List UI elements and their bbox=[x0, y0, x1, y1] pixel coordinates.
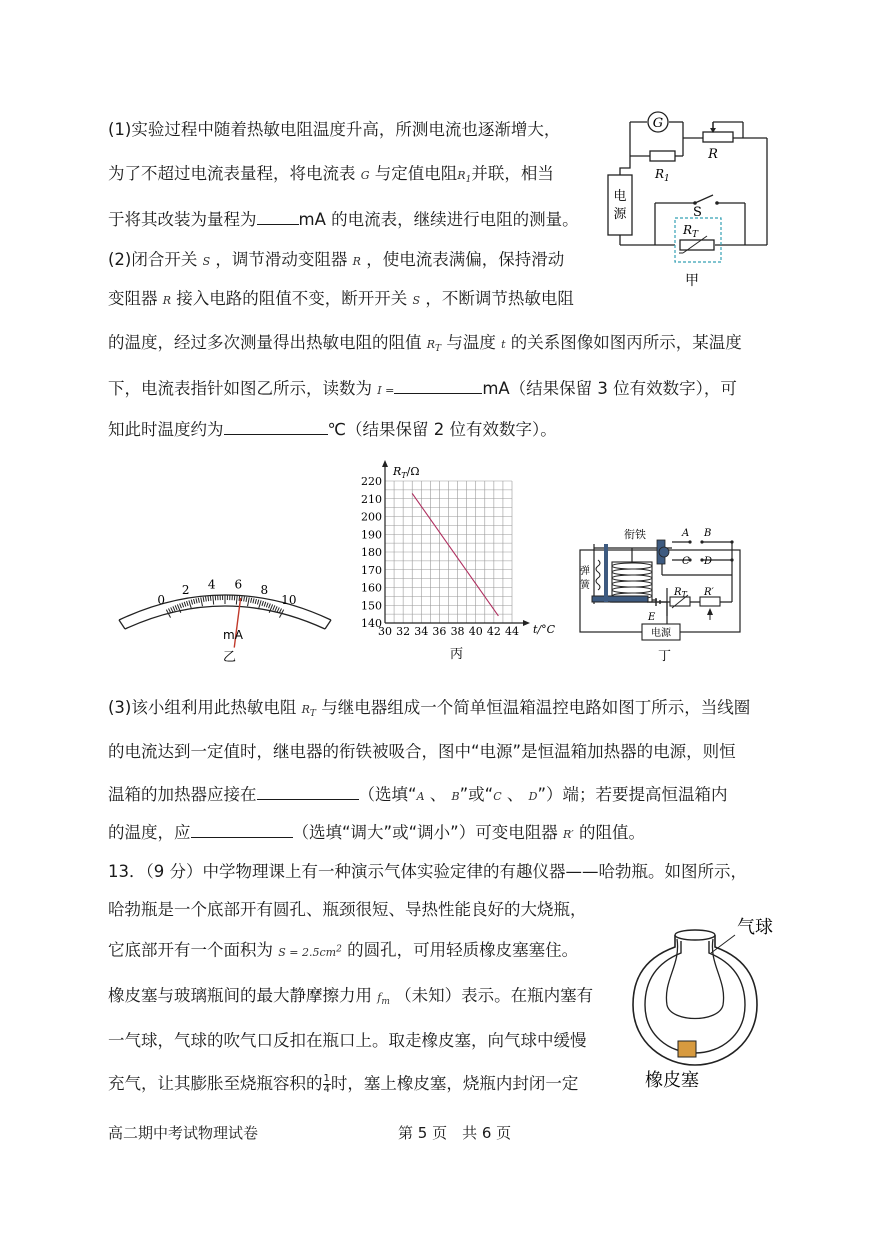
temperature-blank bbox=[224, 418, 328, 435]
footer-exam-title: 高二期中考试物理试卷 bbox=[108, 1124, 259, 1142]
meter-tick bbox=[180, 604, 182, 609]
chart-series-line bbox=[412, 493, 498, 615]
meter-tick-label: 2 bbox=[181, 582, 190, 597]
q12-p3-line4: 的温度，应 （选填“调大”或“调小”）可变电阻器 R′ 的阻值。 bbox=[108, 823, 645, 842]
figure-jia-caption: 甲 bbox=[685, 273, 699, 289]
chart-x-tick: 44 bbox=[505, 625, 519, 638]
hubble-bottle-figure bbox=[625, 905, 780, 1095]
q13-line3: 它底部开有一个面积为 $S = 2.5cm^2$ 的圆孔，可用轻质橡皮塞塞住。 bbox=[108, 940, 579, 960]
meter-tick bbox=[236, 596, 237, 605]
ammeter-dial-yi bbox=[105, 545, 345, 665]
meter-tick bbox=[168, 609, 170, 613]
q13-line1: 13．（9 分）中学物理课上有一种演示气体实验定律的有趣仪器——哈勃瓶。如图所示， bbox=[108, 862, 747, 881]
q12-p2-line3: 的温度，经过多次测量得出热敏电阻的阻值 $R_T$ 与温度 t 的关系图像如图丙所示，某温度 bbox=[108, 333, 742, 355]
spring-label-2: 簧 bbox=[580, 580, 590, 591]
q12-p1-line3: 于将其改装为量程为 mA 的电流表，继续进行电阻的测量。 bbox=[108, 210, 579, 229]
chart-x-tick: 40 bbox=[468, 625, 483, 638]
meter-tick bbox=[269, 604, 271, 609]
terminal-d: D bbox=[704, 556, 713, 567]
q12-p3-line2: 的电流达到一定值时，继电器的衔铁被吸合，图中“电源”是恒温箱加热器的电源，则恒 bbox=[108, 742, 736, 761]
chart-y-arrow bbox=[382, 460, 388, 467]
meter-tick bbox=[279, 609, 281, 613]
meter-tick bbox=[189, 600, 192, 609]
meter-tick bbox=[203, 597, 204, 602]
figure-bing-caption: 丙 bbox=[450, 647, 464, 662]
q13-line2: 哈勃瓶是一个底部开有圆孔、瓶颈很短、导热性能良好的大烧瓶， bbox=[108, 900, 587, 919]
fraction-quarter: $\frac{1}{4}$ bbox=[323, 1073, 330, 1095]
q12-p3-line3: 温箱的加热器应接在 （选填“A 、 B”或“C 、 D”）端；若要提高恒温箱内 bbox=[108, 785, 728, 804]
meter-tick bbox=[194, 599, 195, 604]
chart-y-tick: 150 bbox=[361, 599, 382, 613]
q12-p1-line2: 为了不超过电流表量程，将电流表 G 与定值电阻$R_1$并联，相当 bbox=[108, 164, 554, 186]
meter-tick-labels bbox=[157, 578, 296, 607]
galvanometer-label: G bbox=[652, 116, 664, 131]
q12-p2-line5: 知此时温度约为 ℃（结果保留 2 位有效数字）。 bbox=[108, 420, 557, 439]
meter-tick-label: 6 bbox=[234, 577, 243, 592]
chart-x-tick: 34 bbox=[414, 625, 429, 638]
meter-tick bbox=[248, 597, 250, 606]
chart-y-tick-labels bbox=[361, 475, 382, 630]
meter-tick bbox=[273, 605, 275, 610]
meter-tick bbox=[259, 600, 262, 609]
q12-p3-line1: (3)该小组利用此热敏电阻 $R_T$ 与继电器组成一个简单恒温箱温控电路如图丁所示，当线圈 bbox=[108, 698, 751, 720]
meter-tick bbox=[246, 597, 247, 602]
armature-label: 衔铁 bbox=[624, 528, 646, 541]
chart-y-tick: 170 bbox=[361, 563, 382, 577]
q13-line5: 一气球，气球的吹气口反扣在瓶口上。取走橡皮塞，向气球中缓慢 bbox=[108, 1031, 587, 1050]
meter-tick bbox=[266, 603, 268, 608]
q13-line4: 橡皮塞与玻璃瓶间的最大静摩擦力用 $f_m$ （未知）表示。在瓶内塞有 bbox=[108, 986, 594, 1008]
chart-x-tick-labels bbox=[378, 625, 519, 638]
meter-tick bbox=[244, 597, 245, 602]
meter-tick bbox=[264, 602, 266, 607]
q12-p1-line1: (1)实验过程中随着热敏电阻温度升高，所测电流也逐渐增大， bbox=[108, 120, 561, 139]
chart-y-tick: 140 bbox=[361, 617, 382, 630]
rheostat-label: R bbox=[708, 147, 718, 162]
chart-y-tick: 160 bbox=[361, 581, 382, 595]
meter-tick bbox=[191, 600, 192, 605]
terminal-b: B bbox=[704, 528, 712, 539]
meter-tick-label: 4 bbox=[207, 577, 216, 592]
meter-tick bbox=[187, 601, 189, 606]
figure-ding-caption: 丁 bbox=[658, 649, 672, 664]
meter-tick bbox=[171, 607, 173, 612]
meter-tick bbox=[196, 598, 197, 603]
meter-tick bbox=[241, 596, 242, 601]
meter-tick-label: 10 bbox=[281, 592, 297, 607]
meter-tick bbox=[253, 598, 254, 603]
source-label-2: 源 bbox=[613, 207, 627, 222]
chart-x-tick: 42 bbox=[486, 625, 501, 638]
meter-unit: mA bbox=[223, 628, 243, 642]
source-label-1: 电 bbox=[613, 189, 627, 204]
meter-tick bbox=[257, 600, 258, 605]
chart-series bbox=[412, 493, 498, 615]
meter-tick bbox=[206, 597, 207, 602]
chart-y-tick: 190 bbox=[361, 528, 382, 542]
meter-tick bbox=[277, 607, 279, 612]
balloon-label: 气球 bbox=[737, 917, 773, 938]
adjust-blank bbox=[191, 821, 293, 838]
meter-tick bbox=[251, 598, 252, 603]
thermistor-label: $R_T$ bbox=[683, 223, 699, 240]
stopper-label: 橡皮塞 bbox=[645, 1070, 699, 1091]
meter-tick bbox=[175, 605, 177, 610]
chart-x-tick: 30 bbox=[378, 625, 392, 638]
r1-label: $R_1$ bbox=[655, 167, 670, 184]
q12-p2-line2: 变阻器 R 接入电路的阻值不变，断开开关 S ，不断调节热敏电阻 bbox=[108, 289, 574, 308]
variable-resistor-label: R′ bbox=[704, 587, 714, 598]
figure-yi-caption: 乙 bbox=[223, 650, 237, 665]
meter-tick-label: 8 bbox=[260, 582, 269, 597]
q13-line6: 充气，让其膨胀至烧瓶容积的 $\frac{1}{4}$ 时，塞上橡皮塞，烧瓶内封闭一定 bbox=[108, 1073, 579, 1095]
chart-ylabel: $R_T/\Omega$ bbox=[393, 465, 420, 480]
terminal-a: A bbox=[682, 528, 690, 539]
range-blank bbox=[257, 208, 299, 225]
chart-grid bbox=[385, 481, 512, 623]
meter-tick bbox=[255, 599, 256, 604]
chart-y-tick: 220 bbox=[361, 475, 382, 488]
meter-tick bbox=[173, 606, 175, 611]
terminal-blank bbox=[257, 783, 359, 800]
meter-tick-label: 0 bbox=[157, 592, 165, 607]
terminal-c: C bbox=[682, 556, 690, 567]
meter-tick bbox=[239, 596, 240, 601]
meter-tick bbox=[210, 596, 211, 601]
switch-label: S bbox=[693, 205, 702, 220]
relay-thermistor-label: $R_T$ bbox=[674, 587, 687, 599]
chart-x-arrow bbox=[523, 620, 530, 626]
spring-label-1: 弹 bbox=[580, 566, 590, 577]
rt-vs-temperature-chart bbox=[355, 455, 570, 665]
q12-p2-line4: 下，电流表指针如图乙所示，读数为 I = mA（结果保留 3 位有效数字），可 bbox=[108, 379, 737, 398]
current-blank bbox=[394, 377, 482, 394]
q12-p2-line1: (2)闭合开关 S ，调节滑动变阻器 R ，使电流表满偏，保持滑动 bbox=[108, 250, 565, 269]
chart-y-tick: 210 bbox=[361, 492, 382, 506]
meter-tick bbox=[184, 602, 186, 607]
relay-circuit-ding bbox=[572, 520, 750, 665]
footer-page-number: 第 5 页 共 6 页 bbox=[398, 1124, 512, 1142]
meter-tick bbox=[198, 598, 199, 603]
meter-tick bbox=[213, 596, 214, 605]
meter-tick bbox=[208, 596, 209, 601]
chart-y-tick: 200 bbox=[361, 510, 382, 524]
emf-label: E bbox=[648, 612, 656, 623]
meter-tick bbox=[262, 601, 264, 606]
chart-xlabel: t/°C bbox=[533, 623, 556, 636]
meter-tick bbox=[275, 606, 277, 611]
heater-source-label: 电源 bbox=[651, 628, 671, 639]
chart-x-tick: 38 bbox=[450, 625, 465, 638]
meter-tick bbox=[201, 597, 203, 606]
chart-x-tick: 36 bbox=[432, 625, 447, 638]
chart-x-tick: 32 bbox=[396, 625, 411, 638]
circuit-diagram-jia bbox=[595, 100, 785, 295]
meter-tick bbox=[182, 603, 184, 608]
chart-y-tick: 180 bbox=[361, 546, 382, 559]
